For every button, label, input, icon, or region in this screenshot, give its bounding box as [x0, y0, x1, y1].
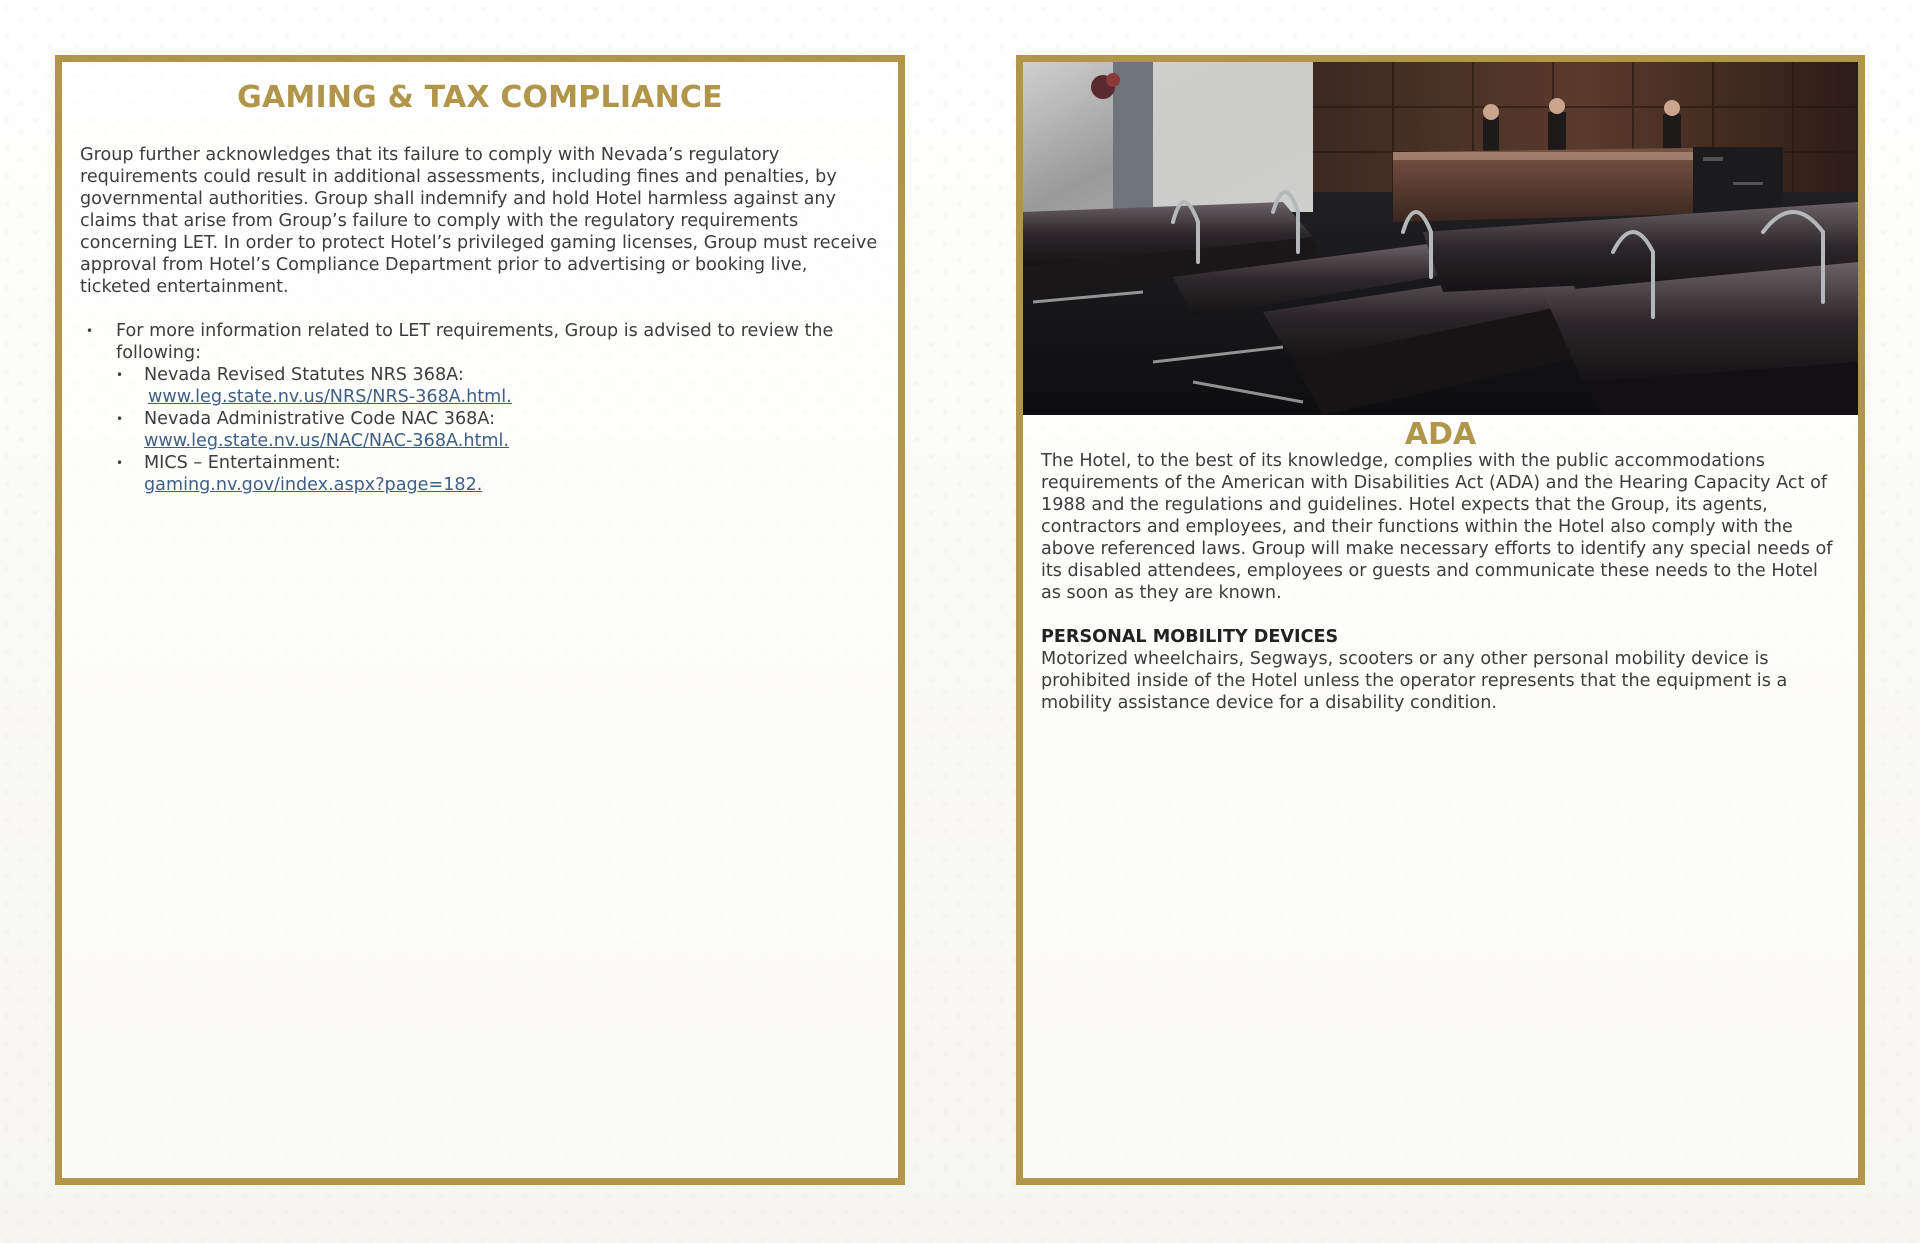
- ada-paragraph: The Hotel, to the best of its knowledge, complies with the public accommodations requirements of the American with Disabilities Act (ADA) and the Hearing Capacity Act of 1988 and the regulations and guidelines. Hotel expects that the Group, its agents, contractors and employees, and their functions within the Hotel also comply with the above referenced laws. Group will make necessary efforts to identify any special needs of its disabled attendees, employees or guests and communicate these needs to the Hotel as soon as they are known.: [1041, 451, 1833, 603]
- hotel-lobby-photo: [1023, 62, 1858, 415]
- gaming-tax-compliance-panel: [55, 55, 905, 1185]
- personal-mobility-devices-heading: PERSONAL MOBILITY DEVICES: [1041, 627, 1339, 647]
- list-item: [116, 452, 880, 496]
- reference-label-nac: Nevada Administrative Code NAC 368A:: [144, 409, 496, 429]
- ada-title: ADA: [1404, 417, 1477, 452]
- ada-content: [1041, 417, 1840, 714]
- personal-mobility-devices-paragraph: Motorized wheelchairs, Segways, scooters or any other personal mobility device is prohibited inside of the Hotel unless the operator represents that the equipment is a mobility assistance device for a disability condition.: [1041, 649, 1788, 713]
- nrs-368a-link[interactable]: www.leg.state.nv.us/NRS/NRS-368A.html.: [148, 387, 512, 407]
- references-list: [80, 320, 880, 496]
- reference-label-mics: MICS – Entertainment:: [144, 453, 341, 473]
- list-item: [116, 364, 880, 408]
- gaming-tax-compliance-title: GAMING & TAX COMPLIANCE: [237, 80, 723, 115]
- nac-368a-link[interactable]: www.leg.state.nv.us/NAC/NAC-368A.html.: [144, 431, 510, 451]
- mics-entertainment-link[interactable]: gaming.nv.gov/index.aspx?page=182.: [144, 475, 483, 495]
- list-item: [116, 408, 880, 452]
- reference-label-nrs: Nevada Revised Statutes NRS 368A:: [144, 365, 464, 385]
- ada-panel: [1016, 55, 1865, 1185]
- references-intro: For more information related to LET requirements, Group is advised to review the following:: [116, 321, 834, 363]
- references-sublist: [116, 364, 880, 496]
- list-item: [80, 320, 880, 496]
- compliance-paragraph: Group further acknowledges that its failure to comply with Nevada’s regulatory requirements could result in additional assessments, including fines and penalties, by governmental authorities. Group shall indemnify and hold Hotel harmless against any claims that arise from Group’s failure to comply with the regulatory requirements concerning LET. In order to protect Hotel’s privileged gaming licenses, Group must receive approval from Hotel’s Compliance Department prior to advertising or booking live, ticketed entertainment.: [80, 145, 878, 297]
- gaming-tax-compliance-content: [80, 144, 880, 496]
